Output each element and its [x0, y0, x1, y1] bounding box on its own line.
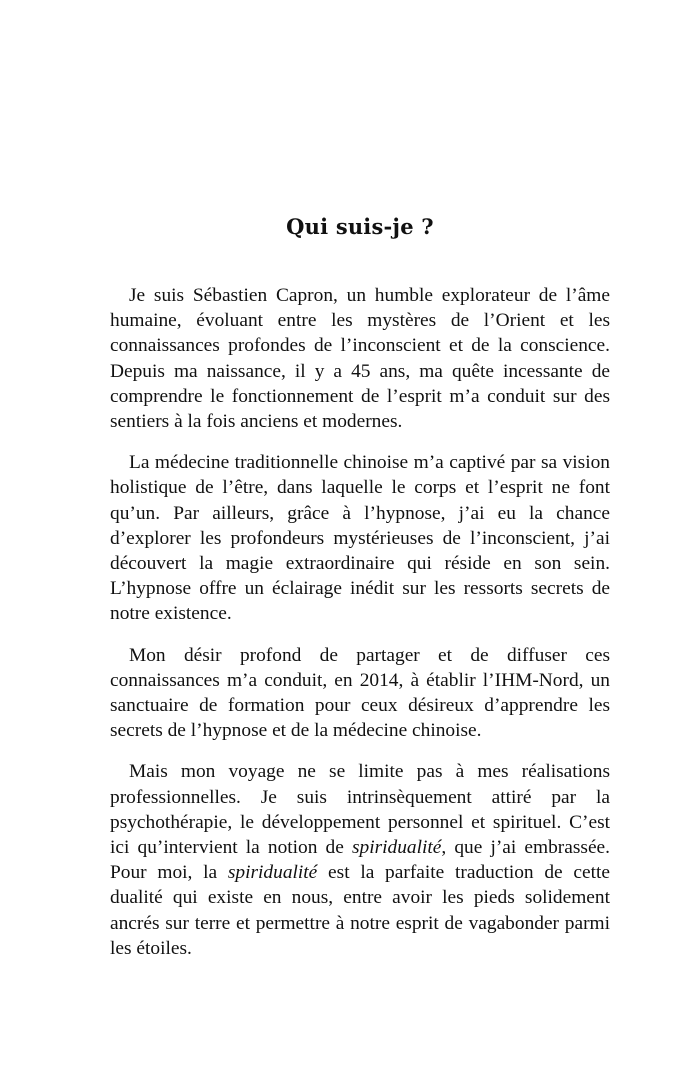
page-title: Qui suis-je ?: [286, 214, 434, 239]
emphasis-spiridualite-1: spiridualité: [351, 837, 442, 859]
paragraph-4: [110, 759, 610, 961]
paragraph-2: La médecine traditionnelle chinoise m’a captivé par sa vision holistique de l’être, dans laquelle le corps et l’esprit ne font qu’un. Par ailleurs, grâce à l’hypnose, j’ai eu la chance d’explorer les profondeurs mystérieuses de l’inconscient, j’ai découvert la magie extraordinaire qui réside en son sein. L’hypnose offre un éclairage inédit sur les ressorts secrets de notre existence.: [110, 452, 610, 625]
paragraph-3: Mon désir profond de partager et de diffuser ces connaissances m’a conduit, en 2014, à établir l’IHM-Nord, un sanctuaire de formation pour ceux désireux d’apprendre les secrets de l’hypnose et de la médecine chinoise.: [110, 644, 610, 742]
emphasis-spiridualite-2: spiridualité: [227, 862, 318, 884]
paragraph-1: Je suis Sébastien Capron, un humble explorateur de l’âme humaine, évoluant entre les mystères de l’Orient et les connaissances profondes de l’inconscient et de la conscience. Depuis ma naissance, il y a 45 ans, ma quête incessante de comprendre le fonctionnement de l’esprit m’a conduit sur des sentiers à la fois anciens et modernes.: [110, 285, 610, 433]
paragraph-4-part-b: , que j’ai embrassée. Pour moi, la: [110, 837, 610, 884]
paragraph-4-part-c: est la parfaite traduction de cette dualité qui existe en nous, entre avoir les pieds solidement ancrés sur terre et permettre à notre esprit de vagabonder parmi les étoiles.: [110, 862, 610, 959]
document-page: [110, 214, 610, 977]
paragraph-4-part-a: Mais mon voyage ne se limite pas à mes réalisations professionnelles. Je suis intrinsèquement attiré par la psychothérapie, le développement personnel et spirituel. C’est ici qu’intervient la notion de: [110, 761, 610, 859]
